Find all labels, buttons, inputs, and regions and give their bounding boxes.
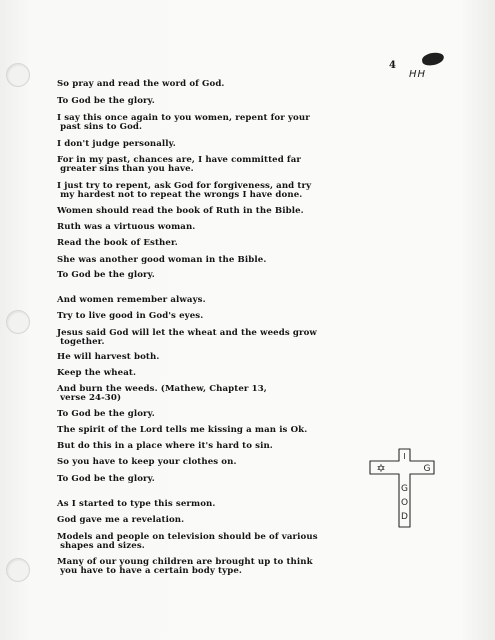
handwritten-initials: HH bbox=[409, 69, 427, 80]
punch-hole bbox=[6, 63, 30, 87]
text-line: To God be the glory. bbox=[57, 270, 155, 280]
text-line: So pray and read the word of God. bbox=[57, 79, 225, 89]
punch-hole bbox=[6, 558, 30, 582]
text-line: Women should read the book of Ruth in the Bible. bbox=[57, 206, 304, 216]
text-line: To God be the glory. bbox=[57, 96, 155, 106]
text-line: And women remember always. bbox=[57, 295, 206, 305]
star-of-david-icon: ✡ bbox=[376, 462, 386, 475]
text-line: To God be the glory. bbox=[57, 409, 155, 419]
text-line: And burn the weeds. (Mathew, Chapter 13, verse 24-30) bbox=[57, 384, 267, 403]
text-line: He will harvest both. bbox=[57, 352, 160, 362]
text-line: I just try to repent, ask God for forgiveness, and try my hardest not to repeat the wrongs I have done. bbox=[57, 181, 312, 200]
text-line: She was another good woman in the Bible. bbox=[57, 255, 267, 265]
text-line: Many of our young children are brought up to think you have to have a certain body type. bbox=[57, 557, 313, 576]
cross-right-letter: G bbox=[423, 464, 431, 474]
cross-vertical-letter: O bbox=[400, 498, 409, 508]
hand-drawn-cross-drawing bbox=[366, 447, 452, 529]
text-line: Keep the wheat. bbox=[57, 368, 137, 378]
text-line: To God be the glory. bbox=[57, 474, 155, 484]
text-line: I say this once again to you women, repent for your past sins to God. bbox=[57, 113, 310, 132]
text-line: God gave me a revelation. bbox=[57, 515, 185, 525]
text-line: The spirit of the Lord tells me kissing a man is Ok. bbox=[57, 425, 308, 435]
text-line: So you have to keep your clothes on. bbox=[57, 457, 237, 467]
cross-vertical-letter: D bbox=[401, 512, 408, 522]
page-number: 4 bbox=[389, 60, 396, 71]
cross-vertical-letter: G bbox=[401, 484, 408, 494]
text-line: Ruth was a virtuous woman. bbox=[57, 222, 196, 232]
punch-hole bbox=[6, 310, 30, 334]
text-line: As I started to type this sermon. bbox=[57, 499, 216, 509]
text-line: For in my past, chances are, I have committed far greater sins than you have. bbox=[57, 155, 302, 174]
text-line: Jesus said God will let the wheat and the weeds grow together. bbox=[57, 328, 317, 347]
ink-blot bbox=[421, 52, 444, 67]
text-line: Try to live good in God's eyes. bbox=[57, 311, 204, 321]
text-line: Models and people on television should be of various shapes and sizes. bbox=[57, 532, 318, 551]
text-line: Read the book of Esther. bbox=[57, 238, 178, 248]
text-line: I don't judge personally. bbox=[57, 139, 176, 149]
text-line: But do this in a place where it's hard to sin. bbox=[57, 441, 273, 451]
cross-top-letter: I bbox=[403, 452, 406, 461]
